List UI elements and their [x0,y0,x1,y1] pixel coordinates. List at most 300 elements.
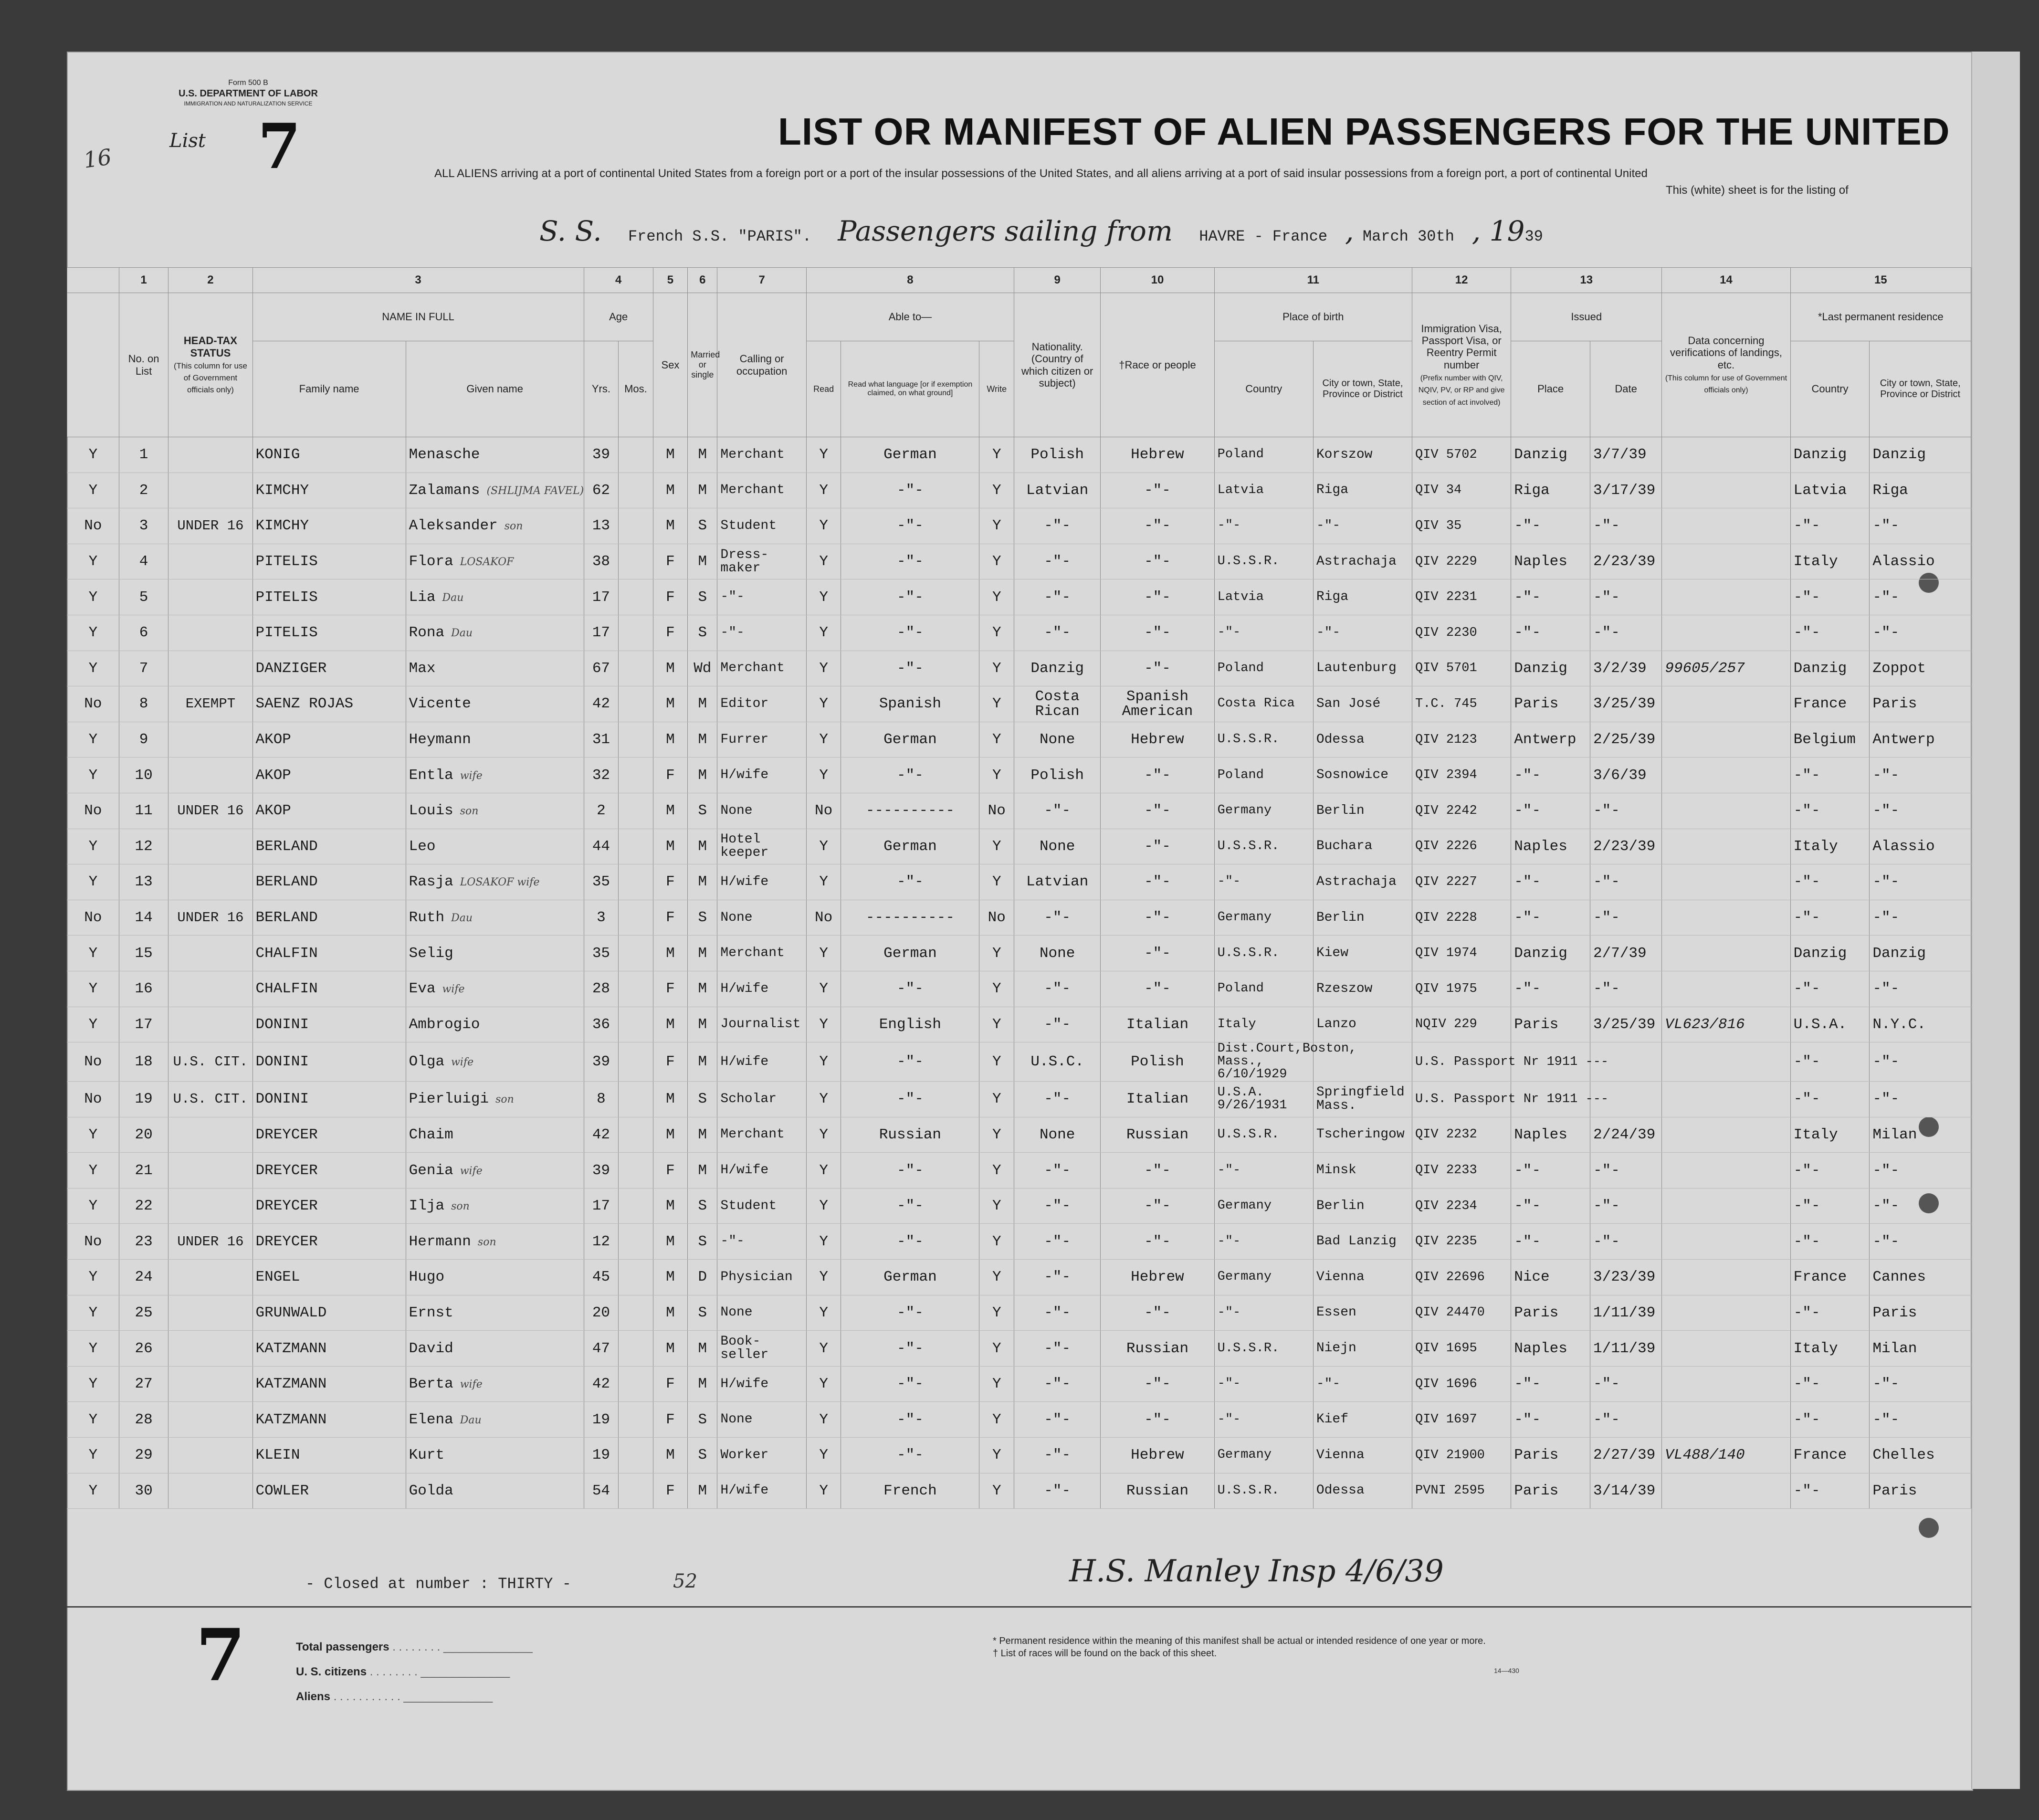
birth-city: Berlin [1313,900,1412,936]
verification-data [1662,1402,1790,1438]
sex: F [653,757,688,793]
residence-country: U.S.A. [1790,1007,1870,1042]
given-name-text: Berta [409,1376,453,1393]
birth-city: Riga [1313,473,1412,508]
sex: F [653,971,688,1007]
birth-city: Rzeszow [1313,971,1412,1007]
marital-status: S [688,793,717,829]
col-num-5: 5 [653,268,688,293]
family-name: DREYCER [252,1224,406,1260]
handwritten-relation-note: wife [442,983,465,996]
given-name-text: Ilja [409,1198,445,1215]
can-write: Y [979,864,1014,900]
nationality: -"- [1014,579,1101,615]
race: -"- [1101,1366,1214,1402]
head-tax-status [168,1007,252,1042]
row-number: 10 [119,757,168,793]
head-tax-status [168,1188,252,1224]
race: -"- [1101,971,1214,1007]
can-write: No [979,793,1014,829]
birth-country: U.S.S.R. [1214,544,1313,579]
given-name-text: Vicente [409,695,471,713]
col-num-15: 15 [1790,268,1971,293]
race: -"- [1101,1295,1214,1331]
row-number: 12 [119,829,168,864]
can-read: Y [806,936,841,971]
residence-city: -"- [1870,757,1971,793]
can-write: Y [979,1295,1014,1331]
issued-date: -"- [1590,864,1662,900]
race: Hebrew [1101,1438,1214,1473]
given-name-text: Elena [409,1411,453,1428]
birth-country: -"- [1214,1366,1313,1402]
residence-city: Cannes [1870,1260,1971,1295]
visa-number: QIV 21900 [1412,1438,1511,1473]
can-write: Y [979,1473,1014,1509]
residence-country: -"- [1790,864,1870,900]
age-years: 54 [584,1473,619,1509]
birth-city: Riga [1313,579,1412,615]
given-name [406,864,584,900]
issued-date: 1/11/39 [1590,1295,1662,1331]
birth-country: Latvia [1214,579,1313,615]
can-read: Y [806,722,841,757]
nationality: -"- [1014,1295,1101,1331]
birth-country: Germany [1214,793,1313,829]
head-tax-status [168,936,252,971]
col-num-10: 10 [1101,268,1214,293]
row-number: 11 [119,793,168,829]
residence-city: Zoppot [1870,651,1971,686]
voyage-line: S. S. French S.S. "PARIS". Passengers sailing from HAVRE - France , March 30th , 1939 [539,215,1543,247]
family-name: KONIG [252,437,406,473]
row-number: 26 [119,1331,168,1367]
head-tax-status [168,1331,252,1367]
can-read: Y [806,1366,841,1402]
age-years: 36 [584,1007,619,1042]
row-mark: Y [67,615,119,651]
race: -"- [1101,864,1214,900]
race: Italian [1101,1007,1214,1042]
residence-country: -"- [1790,971,1870,1007]
residence-city: Alassio [1870,544,1971,579]
can-write: Y [979,936,1014,971]
visa-number: QIV 5701 [1412,651,1511,686]
birth-city: Sosnowice [1313,757,1412,793]
marital-status: M [688,864,717,900]
age-months [619,1473,653,1509]
race: Russian [1101,1117,1214,1153]
birth-city: Essen [1313,1295,1412,1331]
birth-country: U.S.S.R. [1214,1473,1313,1509]
residence-city: Paris [1870,1473,1971,1509]
age-years: 35 [584,936,619,971]
issued-date: 3/6/39 [1590,757,1662,793]
handwritten-relation-note: wife [451,1056,474,1069]
handwritten-relation-note: LOSAKOF [460,556,514,568]
can-read: Y [806,651,841,686]
given-name [406,936,584,971]
sex: M [653,651,688,686]
can-read: Y [806,1295,841,1331]
residence-city: Chelles [1870,1438,1971,1473]
col-head-issued-place: Place [1511,341,1590,437]
sex: F [653,544,688,579]
given-name-text: Eva [409,980,436,998]
race: -"- [1101,1153,1214,1189]
verification-data [1662,1260,1790,1295]
can-write: Y [979,1117,1014,1153]
visa-number: U.S. Passport Nr 1911 --- [1412,1082,1511,1117]
year-suffix: 39 [1524,228,1543,245]
sex: F [653,1473,688,1509]
col-head-visa [1412,293,1511,437]
given-name-text: Hermann [409,1233,471,1250]
sex: M [653,1260,688,1295]
verification-data [1662,829,1790,864]
occupation: H/wife [717,1153,806,1189]
form-number: Form 500 B [228,79,268,87]
row-mark: No [67,1042,119,1082]
race: -"- [1101,793,1214,829]
can-write: Y [979,1438,1014,1473]
visa-number: QIV 2123 [1412,722,1511,757]
table-row [67,1082,1971,1117]
binding-hole [1919,1518,1939,1538]
col-head-read-lang: Read what language [or if exemption claimed, on what ground] [841,341,979,437]
marital-status: M [688,1331,717,1367]
table-row [67,1331,1971,1367]
birth-country: -"- [1214,1153,1313,1189]
given-name [406,1438,584,1473]
table-row [67,508,1971,544]
nationality: -"- [1014,900,1101,936]
table-row [67,651,1971,686]
residence-country: -"- [1790,615,1870,651]
residence-city: -"- [1870,1188,1971,1224]
occupation: None [717,793,806,829]
can-read: Y [806,1402,841,1438]
family-name: KLEIN [252,1438,406,1473]
read-language: -"- [841,1295,979,1331]
issued-date: 2/23/39 [1590,544,1662,579]
nationality: None [1014,1117,1101,1153]
passenger-rows [67,437,1971,1509]
verification-data [1662,1188,1790,1224]
nationality: -"- [1014,1260,1101,1295]
age-years: 67 [584,651,619,686]
visa-number: QIV 2232 [1412,1117,1511,1153]
age-years: 17 [584,579,619,615]
head-tax-status [168,829,252,864]
visa-number: QIV 1695 [1412,1331,1511,1367]
nationality: U.S.C. [1014,1042,1101,1082]
handwritten-relation-note: son [460,805,479,818]
head-tax-status [168,971,252,1007]
issued-place: Antwerp [1511,722,1590,757]
nationality: -"- [1014,615,1101,651]
age-months [619,1438,653,1473]
residence-city: Milan [1870,1117,1971,1153]
birth-city: Tscheringow [1313,1117,1412,1153]
col-head-calling: Calling or occupation [717,293,806,437]
residence-country: Italy [1790,829,1870,864]
age-months [619,829,653,864]
can-read: Y [806,1117,841,1153]
table-row [67,1366,1971,1402]
given-name-text: Louis [409,802,453,820]
head-tax-status [168,1402,252,1438]
table-row [67,615,1971,651]
given-name-text: Zalamans [409,482,480,499]
handwritten-relation-note: Dau [451,627,473,640]
read-language: -"- [841,1402,979,1438]
row-mark: Y [67,544,119,579]
given-name [406,579,584,615]
family-name: KATZMANN [252,1331,406,1367]
read-language: -"- [841,1153,979,1189]
visa-title: Immigration Visa, Passport Visa, or Reentry Permit number [1421,322,1502,371]
row-number: 7 [119,651,168,686]
age-months [619,900,653,936]
residence-city: -"- [1870,1366,1971,1402]
issued-place: -"- [1511,864,1590,900]
can-read: Y [806,615,841,651]
can-read: Y [806,579,841,615]
col-num-blank [67,268,119,293]
birth-country: U.S.S.R. [1214,936,1313,971]
row-mark: Y [67,1295,119,1331]
residence-country: Belgium [1790,722,1870,757]
can-write: Y [979,757,1014,793]
col-head-tax [168,293,252,437]
visa-number: QIV 2233 [1412,1153,1511,1189]
issued-date: -"- [1590,971,1662,1007]
row-number: 21 [119,1153,168,1189]
age-months [619,1224,653,1260]
occupation: H/wife [717,864,806,900]
issued-place: -"- [1511,1402,1590,1438]
given-name-text: Max [409,660,436,677]
residence-country: Latvia [1790,473,1870,508]
table-row [67,579,1971,615]
issued-place: Naples [1511,544,1590,579]
age-months [619,544,653,579]
visa-number: QIV 2228 [1412,900,1511,936]
residence-city: -"- [1870,1042,1971,1082]
age-years: 39 [584,1153,619,1189]
residence-country: -"- [1790,508,1870,544]
issued-place: Paris [1511,1295,1590,1331]
birth-country: Poland [1214,971,1313,1007]
sex: F [653,1153,688,1189]
given-name [406,1188,584,1224]
read-language: -"- [841,1082,979,1117]
col-head-race: †Race or people [1101,293,1214,437]
residence-city: Paris [1870,686,1971,722]
age-years: 32 [584,757,619,793]
can-write: Y [979,1366,1014,1402]
issued-date: 3/25/39 [1590,686,1662,722]
marital-status: S [688,615,717,651]
age-months [619,793,653,829]
marital-status: M [688,1042,717,1082]
given-name [406,1295,584,1331]
occupation: H/wife [717,757,806,793]
family-name: DREYCER [252,1188,406,1224]
marital-status: M [688,757,717,793]
visa-number: QIV 2230 [1412,615,1511,651]
birth-city: -"- [1313,1366,1412,1402]
read-language: Russian [841,1117,979,1153]
birth-city: -"- [1313,615,1412,651]
col-num-7: 7 [717,268,806,293]
occupation: Merchant [717,936,806,971]
can-read: Y [806,544,841,579]
read-language: -"- [841,1188,979,1224]
col-num-3: 3 [252,268,584,293]
table-row [67,1007,1971,1042]
issued-date: -"- [1590,1188,1662,1224]
row-number: 23 [119,1224,168,1260]
issued-place: Danzig [1511,936,1590,971]
issued-place: -"- [1511,615,1590,651]
birth-city: Korszow [1313,437,1412,473]
birth-country: Germany [1214,1260,1313,1295]
age-years: 8 [584,1082,619,1117]
table-row [67,1473,1971,1509]
age-years: 2 [584,793,619,829]
can-write: Y [979,971,1014,1007]
residence-country: France [1790,1260,1870,1295]
verification-data [1662,722,1790,757]
age-months [619,437,653,473]
row-mark: Y [67,473,119,508]
col-head-issued-date: Date [1590,341,1662,437]
race: Russian [1101,1331,1214,1367]
head-tax-note: (This column for use of Government officials only) [173,361,247,395]
birth-country: Poland [1214,757,1313,793]
occupation: Physician [717,1260,806,1295]
sex: M [653,722,688,757]
nationality: Polish [1014,437,1101,473]
age-years: 42 [584,1366,619,1402]
birth-city: Odessa [1313,722,1412,757]
age-months [619,508,653,544]
verification-data [1662,1117,1790,1153]
residence-city: -"- [1870,793,1971,829]
verification-data [1662,544,1790,579]
issued-place: -"- [1511,579,1590,615]
birth-country: Costa Rica [1214,686,1313,722]
row-number: 6 [119,615,168,651]
year-prefix: 19 [1489,215,1525,247]
row-number: 30 [119,1473,168,1509]
table-row [67,1224,1971,1260]
issued-date: 3/17/39 [1590,473,1662,508]
visa-number: QIV 2235 [1412,1224,1511,1260]
head-tax-status [168,864,252,900]
col-num-14: 14 [1662,268,1790,293]
occupation: Dress-maker [717,544,806,579]
can-write: Y [979,1402,1014,1438]
given-name [406,722,584,757]
birth-city: Lautenburg [1313,651,1412,686]
family-name: CHALFIN [252,971,406,1007]
given-name-text: Heymann [409,731,471,748]
occupation: Furrer [717,722,806,757]
given-name [406,1331,584,1367]
given-name-text: Lia [409,589,436,606]
residence-city: -"- [1870,579,1971,615]
can-read: Y [806,686,841,722]
total-passengers-label: Total passengers [296,1641,389,1653]
read-language: German [841,829,979,864]
issued-date: 2/25/39 [1590,722,1662,757]
passenger-table [67,267,1971,1509]
age-years: 38 [584,544,619,579]
verification-data [1662,473,1790,508]
can-read: Y [806,1438,841,1473]
col-num-9: 9 [1014,268,1101,293]
occupation: Student [717,1188,806,1224]
can-write: Y [979,651,1014,686]
residence-country: -"- [1790,757,1870,793]
occupation: Book-seller [717,1331,806,1367]
race: -"- [1101,579,1214,615]
inspector-signature: H.S. Manley Insp 4/6/39 [1069,1554,1444,1589]
sex: F [653,900,688,936]
family-name: KIMCHY [252,473,406,508]
can-write: Y [979,508,1014,544]
can-read: Y [806,1082,841,1117]
nationality: Polish [1014,757,1101,793]
family-name: KATZMANN [252,1402,406,1438]
given-name [406,1153,584,1189]
marital-status: S [688,1188,717,1224]
nationality: -"- [1014,971,1101,1007]
age-months [619,579,653,615]
residence-city: Antwerp [1870,722,1971,757]
col-head-able: Able to— [806,293,1014,341]
issued-date: 3/23/39 [1590,1260,1662,1295]
sex: M [653,829,688,864]
row-mark: Y [67,864,119,900]
residence-city: Danzig [1870,437,1971,473]
row-mark: No [67,900,119,936]
sex: M [653,686,688,722]
residence-city: -"- [1870,508,1971,544]
can-write: Y [979,1082,1014,1117]
row-number: 14 [119,900,168,936]
family-name: DREYCER [252,1153,406,1189]
row-number: 20 [119,1117,168,1153]
read-language: German [841,722,979,757]
sex: M [653,1331,688,1367]
age-years: 17 [584,615,619,651]
head-tax-status [168,1260,252,1295]
residence-country: -"- [1790,579,1870,615]
head-tax-status: U.S. CIT. [168,1082,252,1117]
residence-city: Alassio [1870,829,1971,864]
sex: M [653,1224,688,1260]
col-head-married: Married or single [688,293,717,437]
sex: M [653,473,688,508]
ship-name: French S.S. "PARIS". [628,228,812,245]
visa-number: QIV 5702 [1412,437,1511,473]
can-write: Y [979,473,1014,508]
verif-note: (This column for use of Government officials only) [1665,374,1787,395]
